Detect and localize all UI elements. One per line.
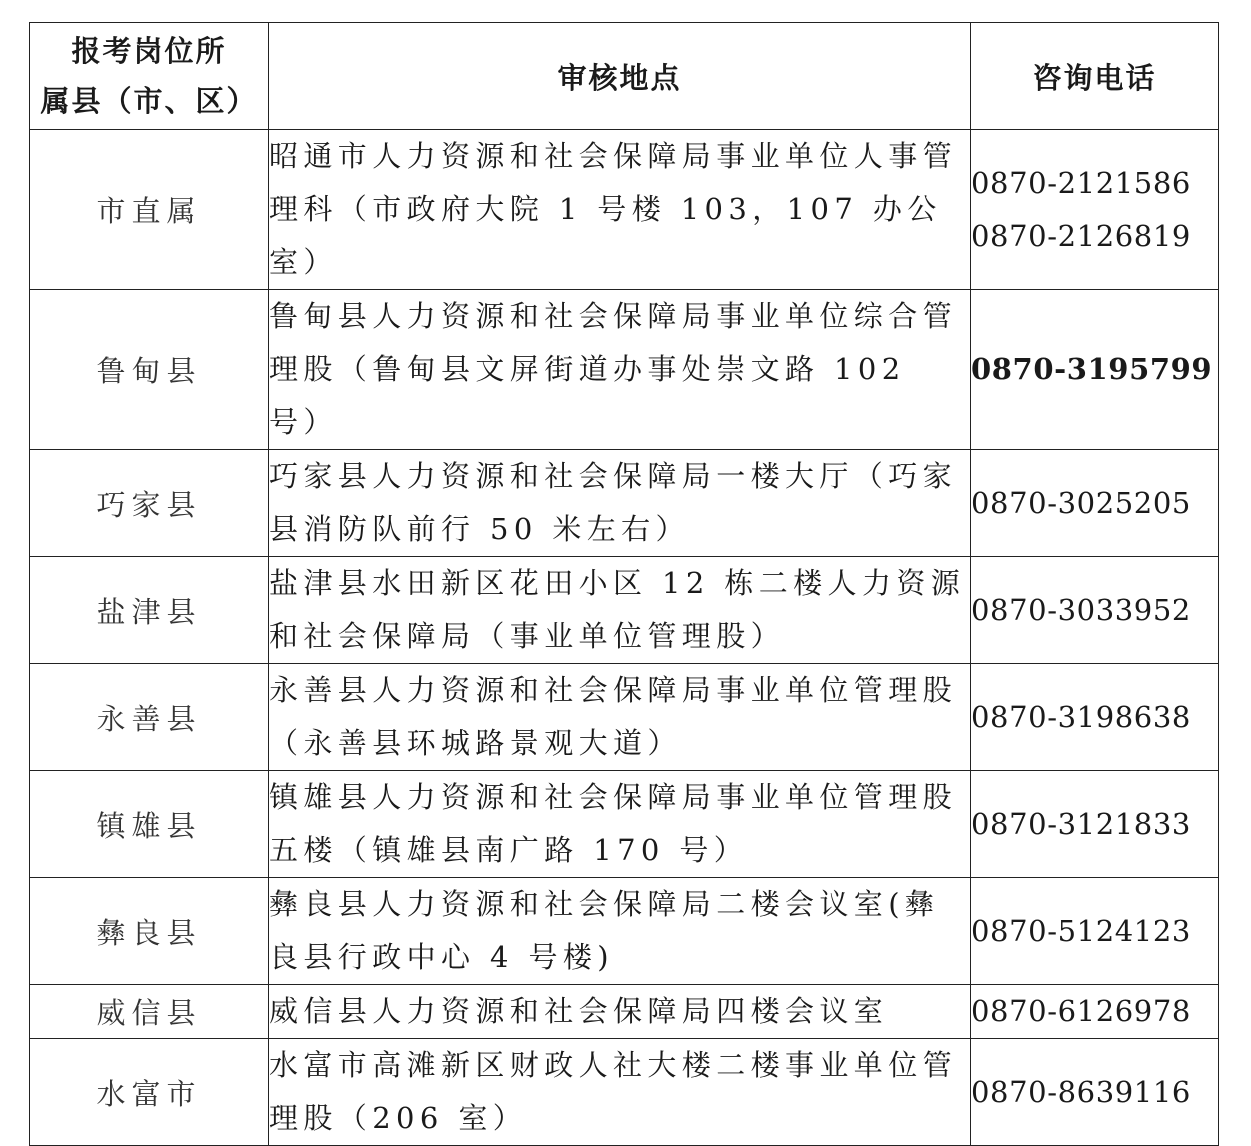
location-cell: 永善县人力资源和社会保障局事业单位管理股（永善县环城路景观大道） — [269, 664, 971, 771]
phone-number: 0870-3025205 — [971, 485, 1191, 520]
review-location-table — [29, 22, 1219, 1146]
phone-number: 0870-6126978 — [971, 994, 1191, 1028]
phone-cell — [971, 985, 1219, 1039]
table-header-row — [30, 23, 1219, 130]
table-row — [30, 771, 1219, 878]
table-row — [30, 878, 1219, 985]
county-cell: 鲁甸县 — [30, 290, 269, 450]
header-county — [30, 23, 269, 130]
county-cell: 水富市 — [30, 1039, 269, 1146]
phone-cell — [971, 664, 1219, 771]
location-cell: 巧家县人力资源和社会保障局一楼大厅（巧家县消防队前行 50 米左右） — [269, 450, 971, 557]
county-cell: 威信县 — [30, 985, 269, 1039]
header-phone: 咨询电话 — [971, 23, 1219, 130]
county-cell: 巧家县 — [30, 450, 269, 557]
county-cell: 市直属 — [30, 130, 269, 290]
header-county-line2: 属县（市、区） — [40, 84, 258, 118]
phone-cell — [971, 290, 1219, 450]
county-cell: 永善县 — [30, 664, 269, 771]
location-cell: 昭通市人力资源和社会保障局事业单位人事管理科（市政府大院 1 号楼 103，107 办公室） — [269, 130, 971, 290]
phone-number: 0870-8639116 — [971, 1074, 1191, 1109]
county-cell: 镇雄县 — [30, 771, 269, 878]
header-county-line1: 报考岗位所 — [71, 34, 227, 68]
table-row — [30, 557, 1219, 664]
phone-number: 0870-3195799 — [971, 352, 1213, 386]
county-cell: 盐津县 — [30, 557, 269, 664]
phone-cell — [971, 557, 1219, 664]
table-row — [30, 450, 1219, 557]
table-row — [30, 664, 1219, 771]
location-cell: 彝良县人力资源和社会保障局二楼会议室(彝良县行政中心 4 号楼) — [269, 878, 971, 985]
phone-cell — [971, 450, 1219, 557]
table-row — [30, 130, 1219, 290]
phone-cell — [971, 1039, 1219, 1146]
phone-number: 0870-3121833 — [971, 806, 1191, 841]
county-cell: 彝良县 — [30, 878, 269, 985]
phone-number: 0870-3033952 — [971, 592, 1191, 627]
table-row — [30, 985, 1219, 1039]
phone-cell — [971, 878, 1219, 985]
table-row — [30, 290, 1219, 450]
phone-number: 0870-5124123 — [971, 913, 1191, 948]
location-cell: 鲁甸县人力资源和社会保障局事业单位综合管理股（鲁甸县文屏街道办事处崇文路 102 号） — [269, 290, 971, 450]
phone-cell — [971, 130, 1219, 290]
location-cell: 盐津县水田新区花田小区 12 栋二楼人力资源和社会保障局（事业单位管理股） — [269, 557, 971, 664]
header-location: 审核地点 — [269, 23, 971, 130]
location-cell: 镇雄县人力资源和社会保障局事业单位管理股五楼（镇雄县南广路 170 号） — [269, 771, 971, 878]
phone-cell — [971, 771, 1219, 878]
table-row — [30, 1039, 1219, 1146]
location-cell: 威信县人力资源和社会保障局四楼会议室 — [269, 985, 971, 1039]
phone-number: 0870-2126819 — [971, 218, 1191, 253]
location-cell: 水富市高滩新区财政人社大楼二楼事业单位管理股（206 室） — [269, 1039, 971, 1146]
phone-number: 0870-2121586 — [971, 165, 1191, 200]
phone-number: 0870-3198638 — [971, 699, 1191, 734]
